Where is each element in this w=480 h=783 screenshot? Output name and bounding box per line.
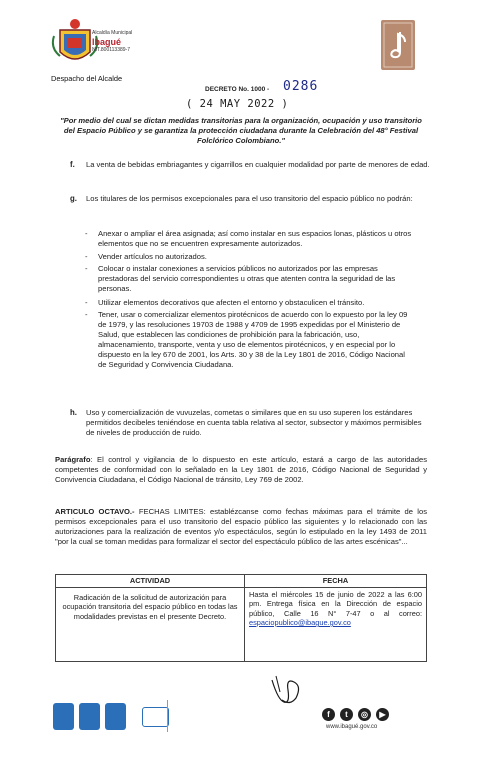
- org-nit: NIT.800113389-7: [92, 46, 130, 53]
- item-text: La venta de bebidas embriagantes y cigarrillos en cualquier modalidad por parte de menores de edad.: [86, 160, 430, 169]
- paragrafo-text: : El control y vigilancia de lo dispuesto en este artículo, estará a cargo de las autoridades competentes de conformidad con lo señalado en la Ley 1801 de 2016, Código Nacional de Seguridad y Convivencia Ciudadana, el Código Nacional de tránsito, Ley 769 de 2002.: [55, 455, 427, 484]
- article-text: FECHAS LIMITES: establézcanse como fechas máximas para el trámite de los permisos excepcionales para el uso transitorio del espacio público las siguientes y lo relacionado con las autorizaciones para la realización de eventos y/o espectáculos, según lo estipulado en la ley 1493 de 2011 "por la cual se toman medidas para formalizar el sector del espectáculo público de las artes escénicas"...: [55, 507, 427, 546]
- certification-badge-icon: [53, 703, 74, 730]
- org-name: Ibagué: [92, 36, 122, 47]
- header-org-block: [92, 30, 132, 53]
- festival-logo: [381, 20, 415, 70]
- item-h: [70, 408, 430, 438]
- decree-title: "Por medio del cual se dictan medidas transitorias para la organización, ocupación y uso transitorio del Espacio Público y se garantiza la protección ciudadana durante la Celebración del 48° Festival Folclórico Colombiano.": [60, 116, 422, 145]
- email-link[interactable]: espaciopublico@ibague.gov.co: [249, 618, 351, 627]
- twitter-icon[interactable]: t: [340, 708, 353, 721]
- list-item-text: Colocar o instalar conexiones a servicios públicos no autorizados por las empresas prestadoras del servicio correspondientes u otras que atenten contra la seguridad de las personas.: [98, 264, 396, 293]
- office-name: Despacho del Alcalde: [51, 74, 123, 83]
- item-g: [70, 194, 430, 204]
- list-item: - Vender artículos no autorizados.: [85, 252, 415, 262]
- table-header-row: [56, 575, 427, 588]
- list-item-text: Vender artículos no autorizados.: [98, 252, 207, 261]
- table-row: [56, 587, 427, 661]
- instagram-icon[interactable]: ◎: [358, 708, 371, 721]
- article-eighth: [55, 507, 427, 547]
- facebook-icon[interactable]: f: [322, 708, 335, 721]
- handwritten-signature: [268, 672, 308, 708]
- certification-badge-icon: [79, 703, 100, 730]
- date-cell: [245, 587, 427, 661]
- item-label: f.: [70, 160, 75, 169]
- website-link[interactable]: www.ibagué.gov.co: [326, 724, 378, 730]
- list-item-text: Anexar o ampliar el área asignada; así como instalar en sus espacios lonas, plásticos u otros elementos que no se encuentren expresamente autorizados.: [98, 229, 412, 248]
- column-header-activity: ACTIVIDAD: [56, 575, 245, 588]
- item-label: h.: [70, 408, 77, 417]
- item-text: Uso y comercialización de vuvuzelas, cometas o similares que en su uso superen los estándares permitidos decibeles teniéndose en cuenta tabla relativa al sector, subsector y máximos permisibles de niveles de producción de ruido.: [86, 408, 422, 437]
- list-item: - Tener, usar o comercializar elementos pirotécnicos de acuerdo con lo expuesto por la ley 09 de 1979, y las resoluciones 19703 de 1988 y 4709 de 1995 expedidas por el Ministerio de Salud, que establecen las condiciones de prohibición para la fabricación, uso, almacenamiento, transporte, venta y uso de elementos pirotécnicos, y en especial por lo dispuesto en la ley 670 de 2001, los Arts. 30 y 38 de la Ley 1801 de 2016, Código Nacional de Seguridad y Convivencia Ciudadana.: [85, 310, 415, 370]
- list-item: - Utilizar elementos decorativos que afecten el entorno y obstaculicen el tránsito.: [85, 298, 415, 308]
- item-f: [70, 160, 430, 170]
- list-item-text: Tener, usar o comercializar elementos pirotécnicos de acuerdo con lo expuesto por la ley 09 de 1979, y las resoluciones 19703 de 1988 y 4709 de 1995 expedidas por el Ministerio de Salud, que establecen las condiciones de prohibición para la fabricación, uso, almacenamiento, transporte, venta y uso de elementos pirotécnicos, y en especial por lo dispuesto en la ley 670 de 2001, los Arts. 30 y 38 de la Ley 1801 de 2016, Código Nacional de Seguridad y Convivencia Ciudadana.: [98, 310, 408, 369]
- youtube-icon[interactable]: ▶: [376, 708, 389, 721]
- list-item: - Colocar o instalar conexiones a servicios públicos no autorizados por las empresas prestadoras del servicio correspondientes u otras que atenten contra la seguridad de las personas.: [85, 264, 415, 294]
- date-text: Hasta el miércoles 15 de junio de 2022 a las 6:00 pm. Entrega física en la Dirección de espacio público, Calle 16 N° 7-47 o al correo:: [249, 589, 422, 618]
- date-stamp: ( 24 MAY 2022 ): [186, 98, 289, 110]
- org-line1: Alcaldía Municipal: [92, 30, 133, 36]
- list-item-text: Utilizar elementos decorativos que afecten el entorno y obstaculicen el tránsito.: [98, 298, 365, 307]
- certification-badge-icon: [142, 707, 169, 727]
- item-text: Los titulares de los permisos excepcionales para el uso transitorio del espacio público no podrán:: [86, 194, 413, 203]
- item-label: g.: [70, 194, 77, 203]
- music-note-icon: [381, 20, 415, 70]
- deadlines-table: [55, 574, 427, 662]
- paragrafo-label: Parágrafo: [55, 455, 91, 464]
- column-header-date: FECHA: [245, 575, 427, 588]
- paragraph-paragrafo: [55, 455, 427, 485]
- certification-badge-icon: [105, 703, 126, 730]
- divider: [167, 700, 168, 732]
- decree-label: DECRETO No. 1000 -: [205, 86, 270, 93]
- list-item: - Anexar o ampliar el área asignada; así como instalar en sus espacios lonas, plásticos u otros elementos que no se encuentren expresamente autorizados.: [85, 229, 415, 249]
- decree-number: 0286: [283, 79, 319, 94]
- activity-cell: Radicación de la solicitud de autorización para ocupación transitoria del espacio público en todas las modalidades previstas en el presente Decreto.: [56, 587, 245, 661]
- article-label: ARTICULO OCTAVO.-: [55, 507, 135, 516]
